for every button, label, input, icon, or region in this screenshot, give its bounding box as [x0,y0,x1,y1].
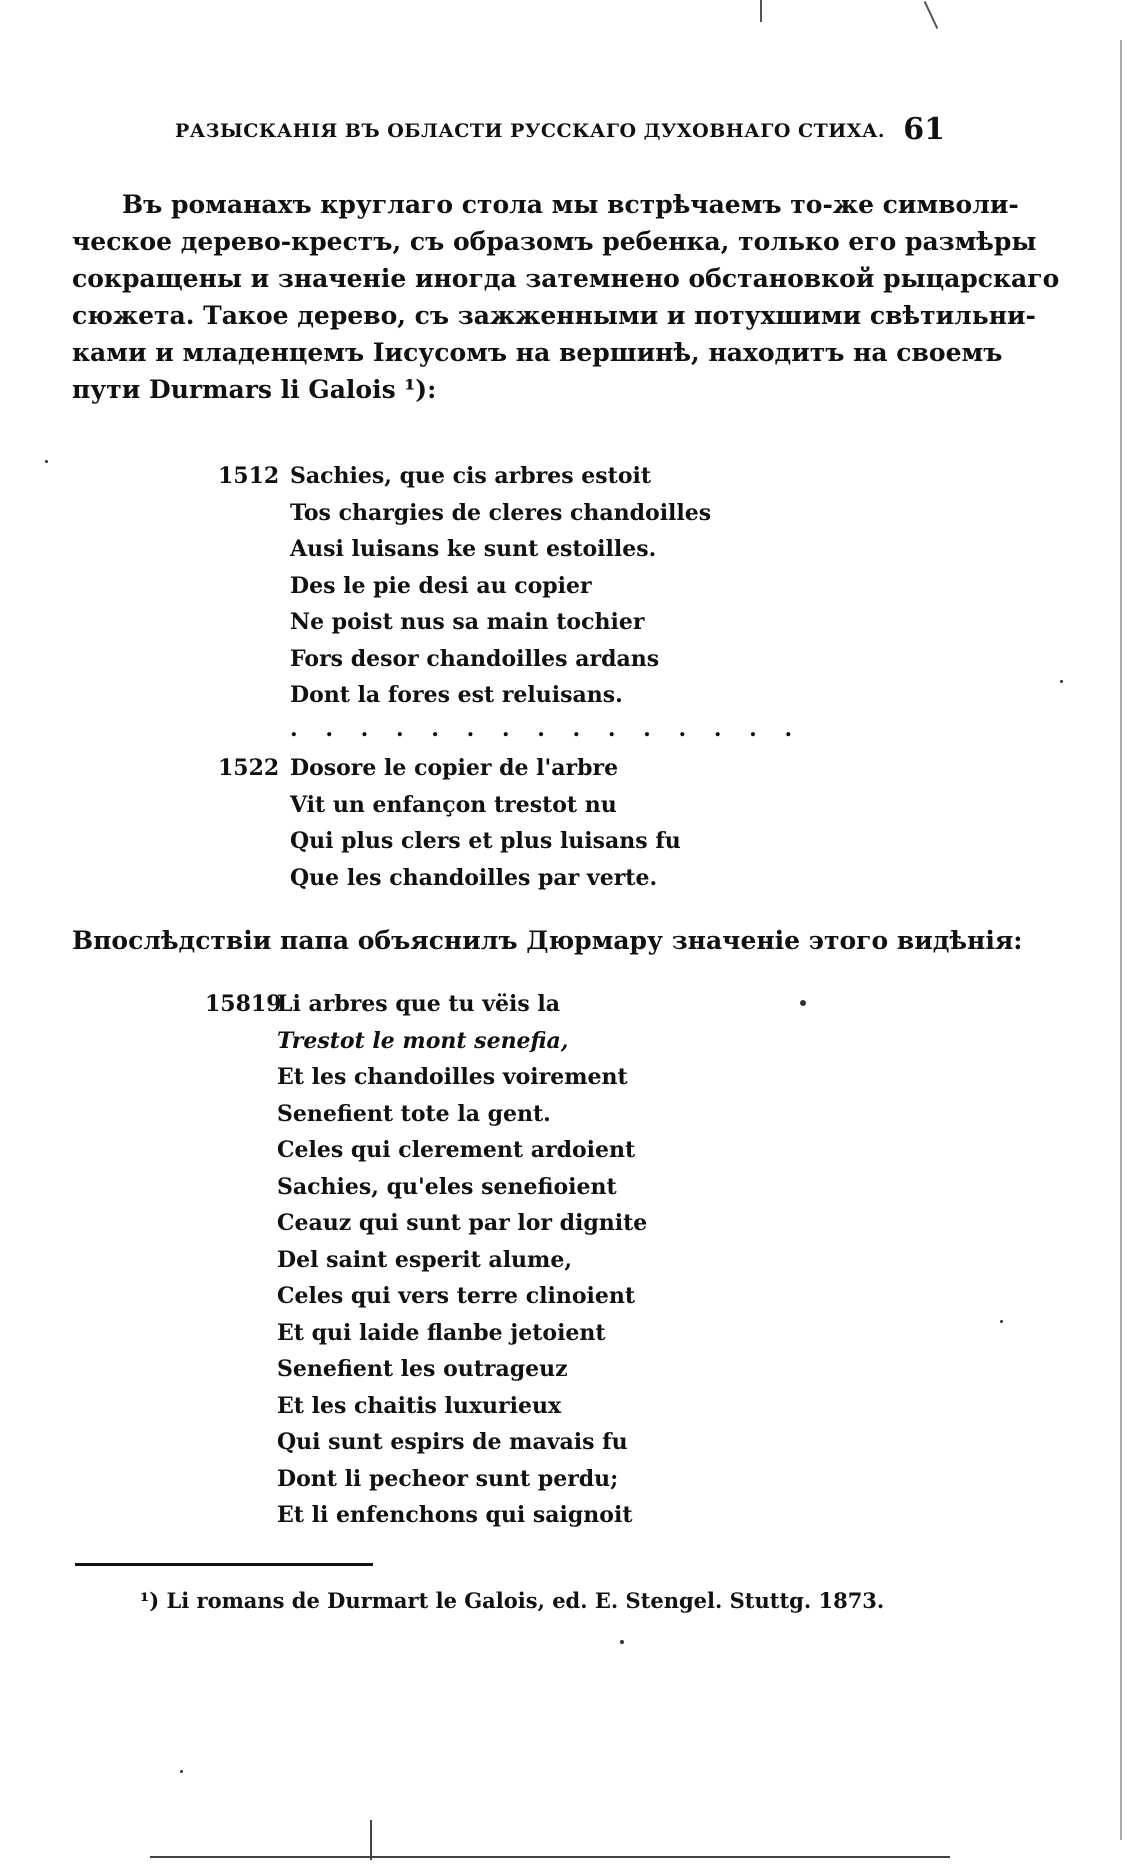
scan-edge-mark [924,1,938,29]
verse-line [218,604,711,641]
verse-line [205,1169,647,1206]
paragraph-line: Впослѣдствіи папа объяснилъ Дюрмару значеніе этого видѣнія: [72,926,1023,955]
verse-text: Ceauz qui sunt par lor dignite [277,1210,648,1236]
verse-text: Et qui laide flanbe jetoient [277,1319,606,1346]
verse-text: Li arbres que tu vëis la [277,991,560,1017]
verse-block-1 [218,458,711,714]
verse-line [218,458,711,495]
verse-line [218,641,711,678]
verse-text: Dont li pecheor sunt perdu; [277,1465,619,1492]
scan-speck [800,1000,806,1006]
verse-text: Qui plus clers et plus luisans fu [290,828,681,854]
verse-text: Celes qui clerement ardoient [277,1137,636,1163]
verse-number [205,1132,277,1169]
verse-line [218,787,681,824]
verse-block-3 [205,986,647,1534]
verse-line [205,1497,647,1534]
verse-line [218,860,681,897]
page-header [175,112,945,152]
verse-number [205,1242,277,1279]
verse-number [218,568,290,605]
verse-line [205,1315,647,1352]
paragraph-1 [72,186,1060,408]
verse-text: Et les chandoilles voirement [277,1064,628,1090]
paragraph-line: пути Durmars li Galois ¹): [72,375,437,404]
ellipsis-dots: . . . . . . . . . . . . . . . [290,716,803,742]
scan-speck [1060,680,1063,683]
verse-text: Ausi luisans ke sunt estoilles. [290,536,657,562]
verse-number [205,1278,277,1315]
verse-line [205,986,647,1023]
scan-edge-mark [760,0,762,22]
verse-line [205,1205,647,1242]
scan-speck [45,460,48,463]
verse-number [205,1388,277,1425]
verse-line [205,1424,647,1461]
verse-number [205,1461,277,1498]
verse-number [218,495,290,532]
scan-speck [180,1770,183,1773]
footnote-rule [75,1563,373,1566]
verse-text: Tos chargies de cleres chandoilles [290,499,712,526]
verse-number [205,1351,277,1388]
scan-edge-mark [370,1820,372,1860]
verse-line [205,1278,647,1315]
verse-line [218,677,711,714]
page-number: 61 [903,112,945,147]
verse-text: Que les chandoilles par verte. [290,864,658,891]
verse-line [205,1132,647,1169]
verse-number [205,1096,277,1133]
verse-number [205,1315,277,1352]
footnote: ¹) Li romans de Durmart le Galois, ed. E. Stengel. Stuttg. 1873. [140,1588,885,1613]
verse-text: Celes qui vers terre clinoient [277,1283,636,1309]
verse-line [205,1059,647,1096]
scan-speck [620,1640,624,1644]
verse-block-2 [218,750,681,896]
verse-number [218,787,290,824]
paragraph-line: Въ романахъ круглаго стола мы встрѣчаемъ то-же символи- [122,190,1019,219]
verse-text: Qui sunt espirs de mavais fu [277,1429,628,1455]
verse-line [218,531,711,568]
paragraph-2 [72,922,1023,959]
verse-number [218,641,290,678]
verse-text: Ne poist nus sa main tochier [290,609,645,635]
verse-number [218,531,290,568]
verse-text: Vit un enfançon trestot nu [290,791,617,818]
verse-text: Fors desor chandoilles ardans [290,645,660,672]
verse-line [205,1242,647,1279]
verse-number [205,1497,277,1534]
verse-text: Et les chaitis luxurieux [277,1392,562,1419]
verse-line [205,1351,647,1388]
scan-edge-mark [1120,40,1122,1840]
verse-text: Des le pie desi au copier [290,572,592,599]
verse-text: Senefient les outrageuz [277,1356,568,1382]
verse-line [205,1461,647,1498]
verse-number: 1522 [218,755,280,781]
verse-text: Sachies, qu'eles senefioient [277,1173,617,1200]
verse-line [205,1096,647,1133]
verse-text: Et li enfenchons qui saignoit [277,1502,633,1528]
paragraph-line: сюжета. Такое дерево, съ зажженными и потухшими свѣтильни- [72,301,1036,330]
verse-line [205,1023,647,1060]
verse-line [218,750,681,787]
verse-number [205,1169,277,1206]
verse-text: Del saint esperit alume, [277,1246,572,1273]
verse-number: 1512 [218,463,280,489]
scan-edge-mark [150,1856,950,1858]
verse-text: Senefient tote la gent. [277,1100,551,1127]
verse-text: Trestot le mont senefia, [277,1027,569,1054]
verse-line [218,568,711,605]
verse-line [218,823,681,860]
running-head: РАЗЫСКАНІЯ ВЪ ОБЛАСТИ РУССКАГО ДУХОВНАГО СТИХА. [175,120,886,142]
verse-line [205,1388,647,1425]
verse-number [205,1205,277,1242]
verse-number [218,677,290,714]
verse-number: 15819 [205,991,282,1017]
verse-text: Sachies, que cis arbres estoit [290,463,652,489]
verse-number [218,860,290,897]
paragraph-line: сокращены и значеніе иногда затемнено обстановкой рыцарскаго [72,264,1060,293]
paragraph-line: ками и младенцемъ Іисусомъ на вершинѣ, находитъ на своемъ [72,338,1003,367]
verse-number [205,1059,277,1096]
verse-line [218,495,711,532]
verse-text: Dont la fores est reluisans. [290,682,623,708]
verse-number [205,1424,277,1461]
verse-number [218,823,290,860]
verse-number [205,1023,277,1060]
verse-text: Dosore le copier de l'arbre [290,755,619,781]
verse-number [218,604,290,641]
scan-speck [1000,1320,1003,1323]
paragraph-line: ческое дерево-крестъ, съ образомъ ребенка, только его размѣры [72,227,1037,256]
